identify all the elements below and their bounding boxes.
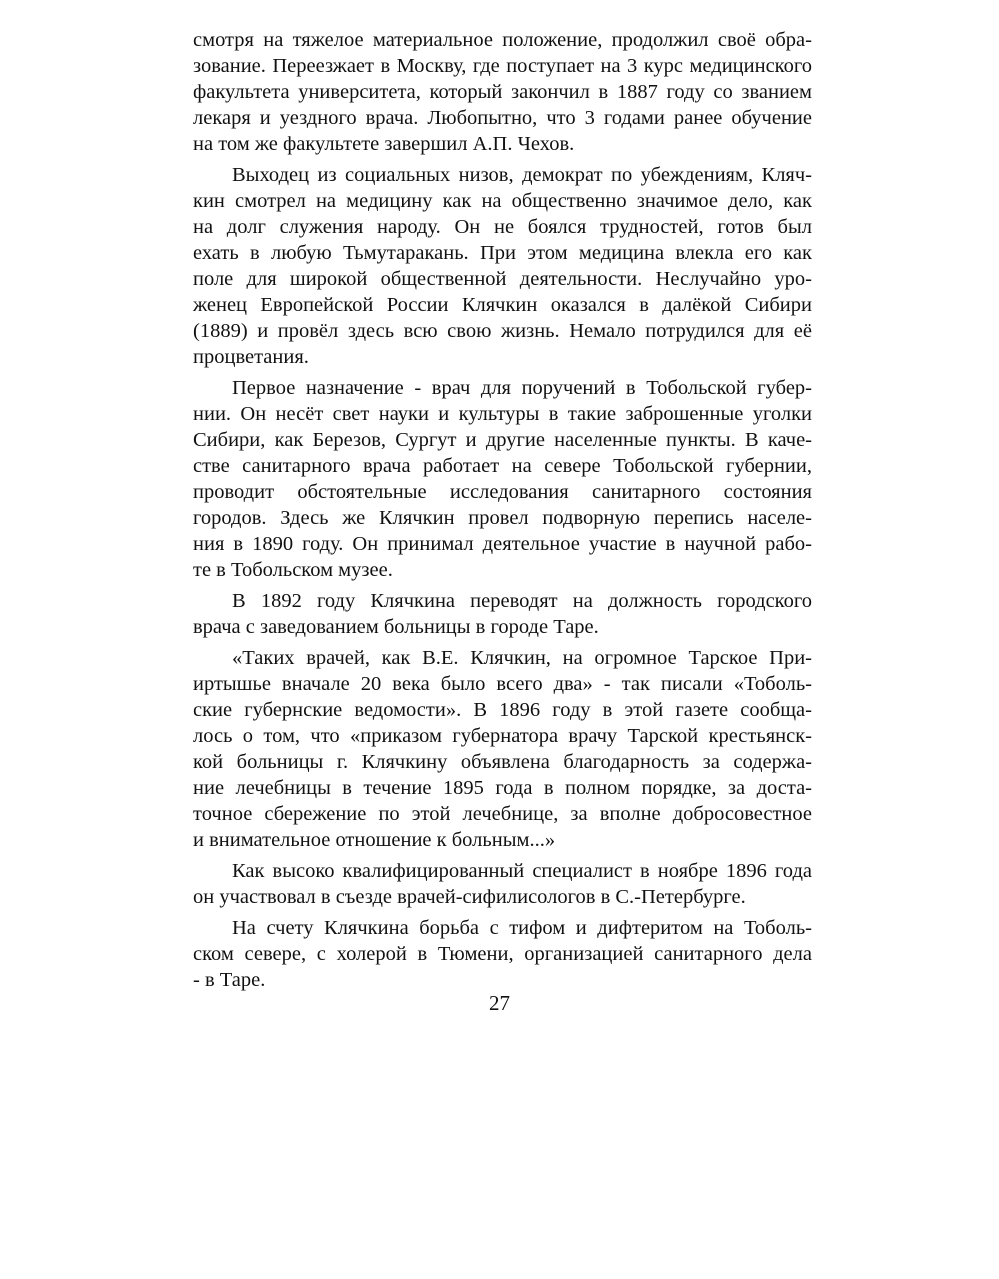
paragraph-5	[193, 645, 812, 853]
text-line: В 1892 году Клячкина переводят на должность городского	[232, 590, 812, 612]
text-line: женец Европейской России Клячкин оказался в далёкой Сибири	[193, 294, 812, 316]
text-line: Как высоко квалифицированный специалист в ноябре 1896 года	[232, 860, 812, 882]
text-line: процветания.	[193, 346, 309, 368]
text-line: (1889) и провёл здесь всю свою жизнь. Немало потрудился для её	[193, 320, 812, 342]
text-line: кой больницы г. Клячкину объявлена благодарность за содержа-	[193, 751, 812, 773]
text-line: точное сбережение по этой лечебнице, за вполне добросовестное	[193, 803, 812, 825]
text-line: «Таких врачей, как В.Е. Клячкин, на огромное Тарское При-	[232, 647, 812, 669]
text-line: зование. Переезжает в Москву, где поступает на 3 курс медицинского	[193, 55, 812, 77]
text-line: ехать в любую Тьмутаракань. При этом медицина влекла его как	[193, 242, 812, 264]
text-line: стве санитарного врача работает на севере Тобольской губернии,	[193, 455, 812, 477]
text-line: нии. Он несёт свет науки и культуры в такие заброшенные уголки	[193, 403, 812, 425]
text-line: ния в 1890 году. Он принимал деятельное участие в научной рабо-	[193, 533, 812, 555]
text-line: - в Таре.	[193, 969, 266, 991]
paragraph-6	[193, 858, 812, 910]
text-line: на том же факультете завершил А.П. Чехов.	[193, 133, 575, 155]
text-line: городов. Здесь же Клячкин провел подворную перепись населе-	[193, 507, 812, 529]
text-line: врача с заведованием больницы в городе Таре.	[193, 616, 599, 638]
text-line: на долг служения народу. Он не боялся трудностей, готов был	[193, 216, 812, 238]
text-line: На счету Клячкина борьба с тифом и дифтеритом на Тоболь-	[232, 917, 812, 939]
text-line: смотря на тяжелое материальное положение, продолжил своё обра-	[193, 29, 812, 51]
text-line: иртышье вначале 20 века было всего два» - так писали «Тоболь-	[193, 673, 812, 695]
paragraph-1	[193, 27, 812, 157]
body-text	[193, 27, 812, 993]
text-line: он участвовал в съезде врачей-сифилисологов в С.-Петербурге.	[193, 886, 746, 908]
text-line: поле для широкой общественной деятельности. Неслучайно уро-	[193, 268, 812, 290]
page-number: 27	[489, 991, 510, 1015]
text-line: Первое назначение - врач для поручений в Тобольской губер-	[232, 377, 812, 399]
text-line: и внимательное отношение к больным...»	[193, 829, 556, 851]
paragraph-3	[193, 375, 812, 583]
paragraph-7	[193, 915, 812, 993]
paragraph-4	[193, 588, 812, 640]
text-line: кин смотрел на медицину как на общественно значимое дело, как	[193, 190, 812, 212]
text-line: Выходец из социальных низов, демократ по убеждениям, Кляч-	[232, 164, 812, 186]
text-line: ние лечебницы в течение 1895 года в полном порядке, за доста-	[193, 777, 812, 799]
text-line: лекаря и уездного врача. Любопытно, что 3 годами ранее обучение	[193, 107, 812, 129]
paragraph-2	[193, 162, 812, 370]
text-line: ские губернские ведомости». В 1896 году в этой газете сообща-	[193, 699, 812, 721]
text-line: факультета университета, который закончил в 1887 году со званием	[193, 81, 812, 103]
text-line: лось о том, что «приказом губернатора врачу Тарской крестьянск-	[193, 725, 812, 747]
text-line: ском севере, с холерой в Тюмени, организацией санитарного дела	[193, 943, 812, 965]
text-line: Сибири, как Березов, Сургут и другие населенные пункты. В каче-	[193, 429, 812, 451]
text-line: те в Тобольском музее.	[193, 559, 393, 581]
text-line: проводит обстоятельные исследования санитарного состояния	[193, 481, 812, 503]
